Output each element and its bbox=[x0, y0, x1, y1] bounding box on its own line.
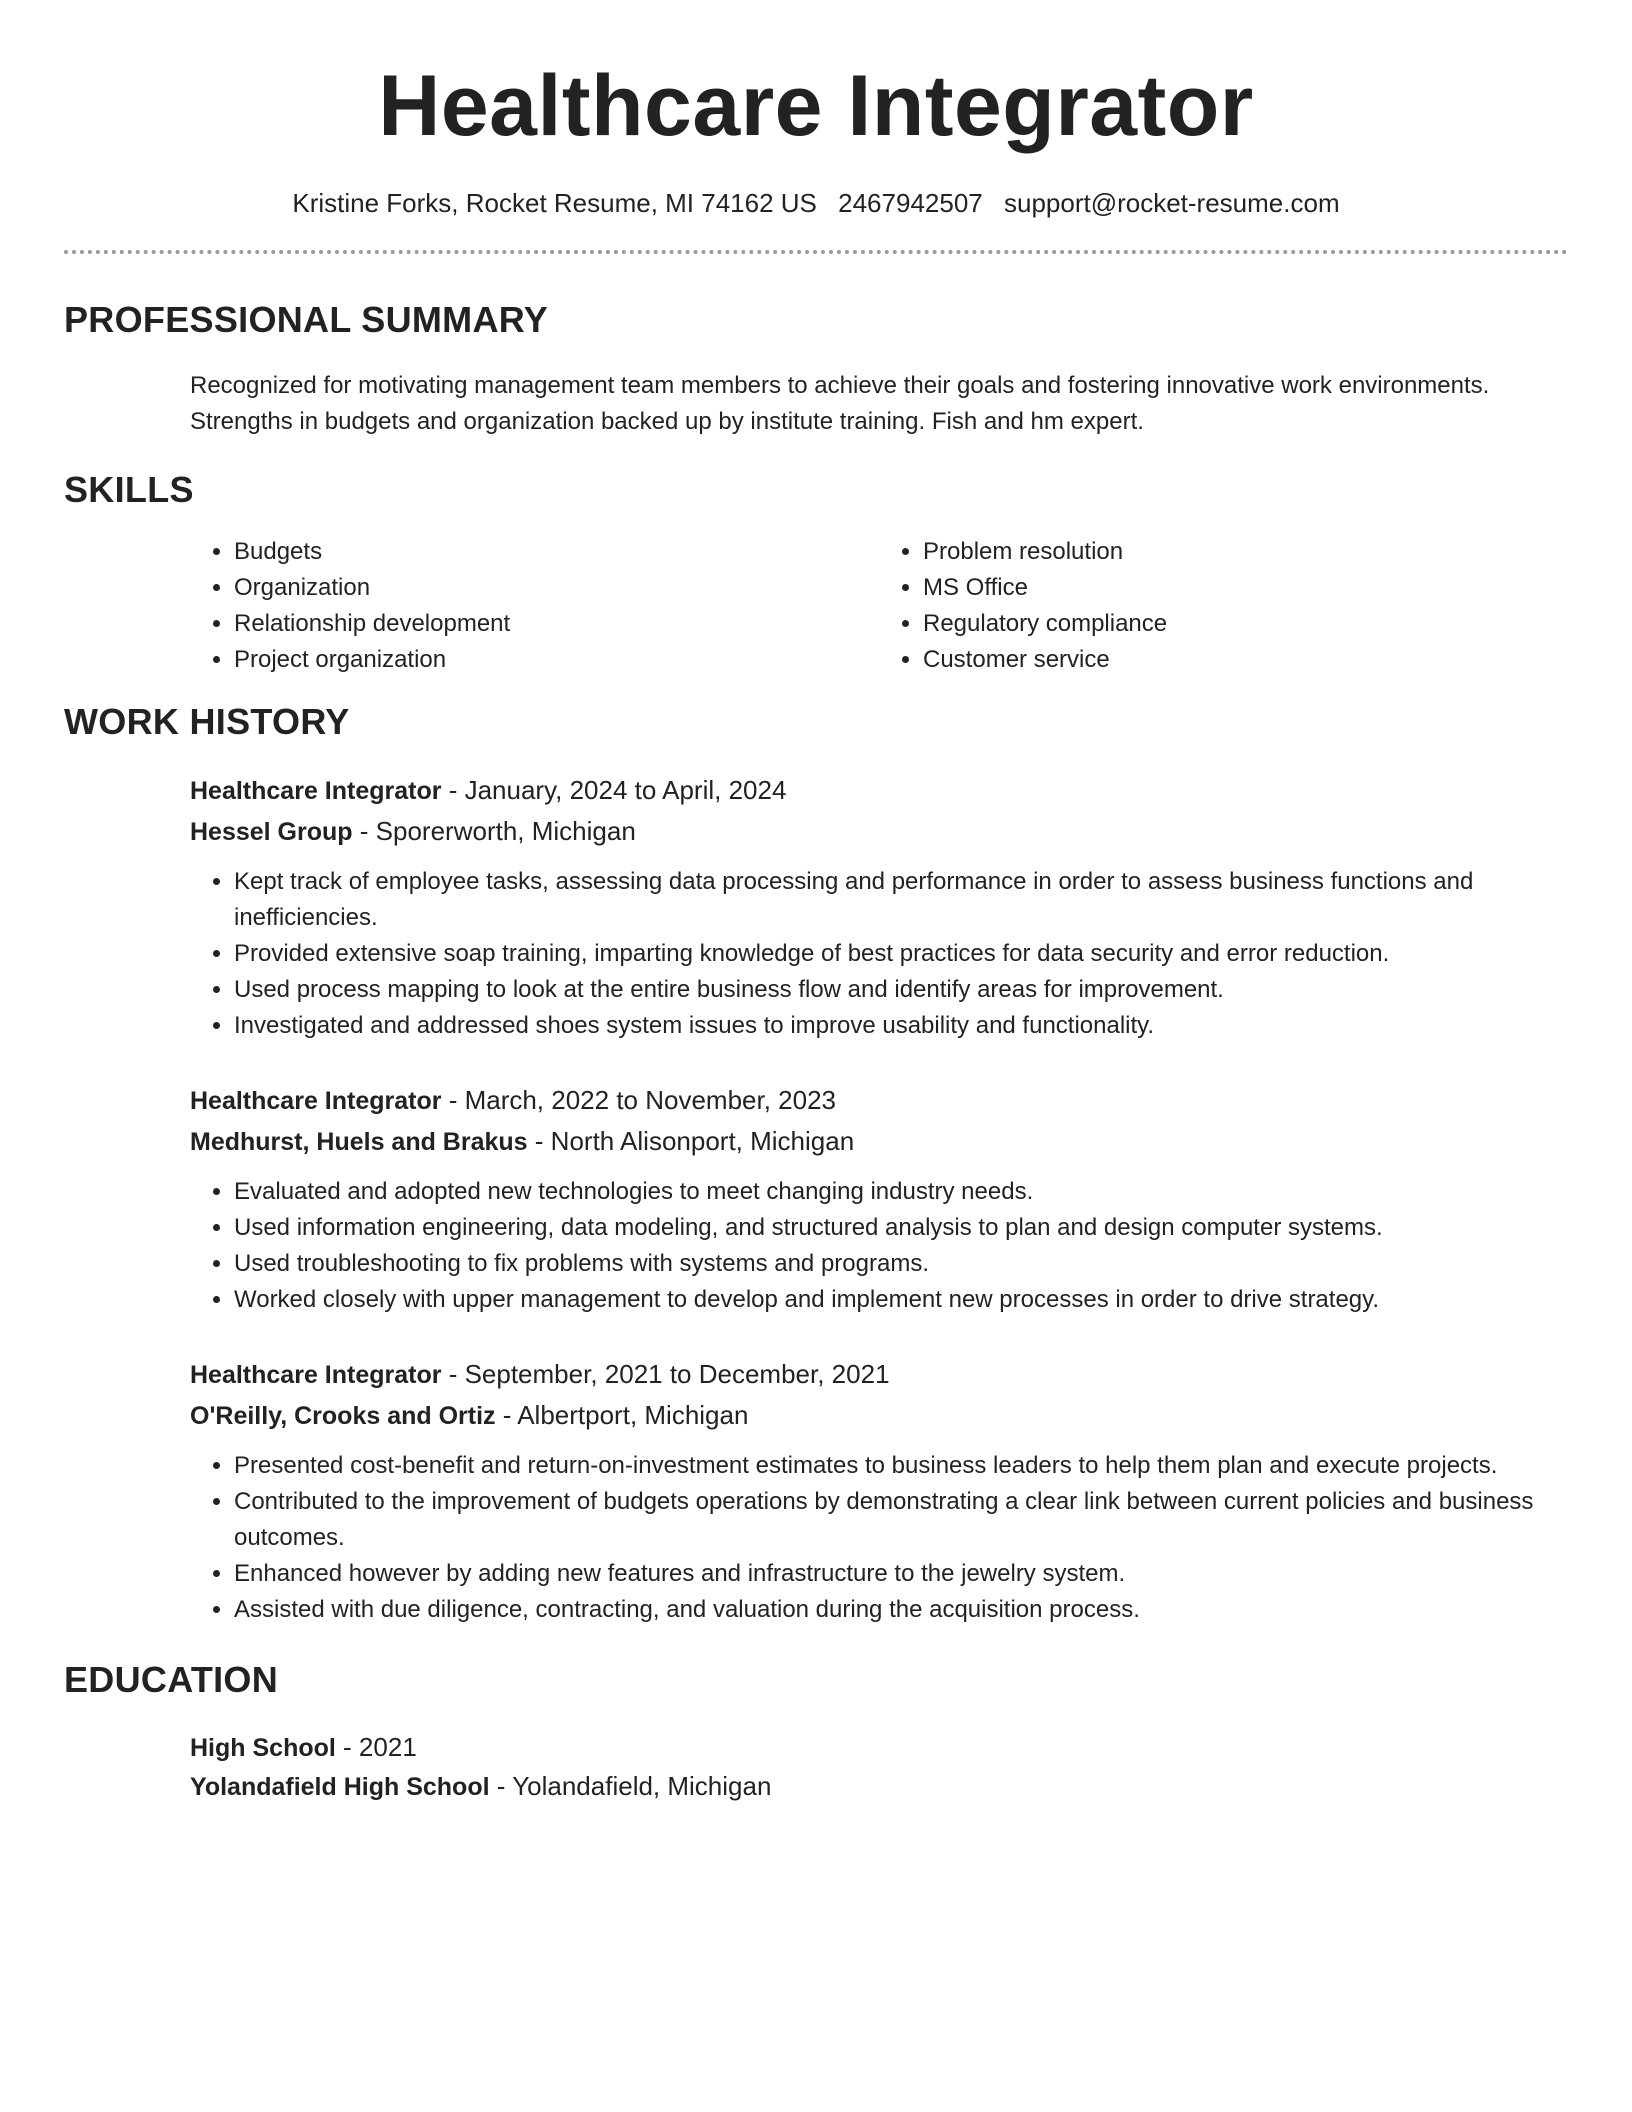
job-location: - Albertport, Michigan bbox=[495, 1400, 749, 1430]
job-company: Medhurst, Huels and Brakus bbox=[190, 1128, 528, 1156]
skills-column-right bbox=[879, 534, 1568, 678]
skill-item: • Organization bbox=[234, 570, 879, 606]
skills-column-left bbox=[190, 534, 879, 678]
education-school: Yolandafield High School bbox=[190, 1773, 490, 1801]
job-entry bbox=[190, 1080, 1568, 1318]
job-bullet: • Used information engineering, data modeling, and structured analysis to plan and design computer systems. bbox=[234, 1210, 1558, 1246]
job-role: Healthcare Integrator bbox=[190, 1361, 442, 1389]
education-location: - Yolandafield, Michigan bbox=[489, 1771, 772, 1801]
education-entry bbox=[190, 1728, 1568, 1806]
job-role: Healthcare Integrator bbox=[190, 1087, 442, 1115]
education-year: - 2021 bbox=[335, 1732, 417, 1762]
job-entry bbox=[190, 1354, 1568, 1628]
header-divider bbox=[64, 250, 1568, 254]
job-bullet: • Contributed to the improvement of budgets operations by demonstrating a clear link between current policies and business outcomes. bbox=[234, 1484, 1558, 1556]
job-bullet: • Worked closely with upper management to develop and implement new processes in order to drive strategy. bbox=[234, 1282, 1558, 1318]
skill-item: • MS Office bbox=[923, 570, 1568, 606]
education-heading: EDUCATION bbox=[64, 1659, 279, 1700]
skill-item: • Problem resolution bbox=[923, 534, 1568, 570]
education-school-line bbox=[190, 1767, 1568, 1806]
job-bullet: • Provided extensive soap training, imparting knowledge of best practices for data security and error reduction. bbox=[234, 936, 1558, 972]
education-degree: High School bbox=[190, 1734, 336, 1762]
job-company-line bbox=[190, 1121, 1568, 1162]
job-bullets bbox=[190, 1448, 1558, 1628]
job-role: Healthcare Integrator bbox=[190, 777, 442, 805]
job-dates: - March, 2022 to November, 2023 bbox=[441, 1085, 837, 1115]
job-bullet: • Used process mapping to look at the entire business flow and identify areas for improvement. bbox=[234, 972, 1558, 1008]
contact-phone: 2467942507 bbox=[838, 188, 983, 218]
job-location: - North Alisonport, Michigan bbox=[527, 1126, 855, 1156]
job-bullet: • Kept track of employee tasks, assessing data processing and performance in order to assess business functions and inefficiencies. bbox=[234, 864, 1558, 936]
contact-address: Kristine Forks, Rocket Resume, MI 74162 US bbox=[292, 188, 817, 218]
job-title-line bbox=[190, 770, 1568, 811]
skill-item: • Budgets bbox=[234, 534, 879, 570]
job-dates: - September, 2021 to December, 2021 bbox=[441, 1359, 890, 1389]
job-company: Hessel Group bbox=[190, 818, 353, 846]
job-bullets bbox=[190, 864, 1558, 1044]
summary-text: Recognized for motivating management team members to achieve their goals and fostering innovative work environments. Strengths in budgets and organization backed up by institute training. Fish and hm expert. bbox=[190, 372, 1490, 435]
job-location: - Sporerworth, Michigan bbox=[352, 816, 636, 846]
skill-item: • Project organization bbox=[234, 642, 879, 678]
work-history-heading: WORK HISTORY bbox=[64, 701, 350, 742]
education-degree-line bbox=[190, 1728, 1568, 1767]
skills-list bbox=[190, 534, 1568, 678]
job-bullets bbox=[190, 1174, 1558, 1318]
job-dates: - January, 2024 to April, 2024 bbox=[441, 775, 787, 805]
candidate-name: Healthcare Integrator bbox=[378, 58, 1254, 154]
job-bullet: • Assisted with due diligence, contracting, and valuation during the acquisition process. bbox=[234, 1592, 1558, 1628]
job-bullet: • Used troubleshooting to fix problems with systems and programs. bbox=[234, 1246, 1558, 1282]
job-bullet: • Enhanced however by adding new features and infrastructure to the jewelry system. bbox=[234, 1556, 1558, 1592]
job-title-line bbox=[190, 1354, 1568, 1395]
job-bullet: • Evaluated and adopted new technologies to meet changing industry needs. bbox=[234, 1174, 1558, 1210]
job-company-line bbox=[190, 811, 1568, 852]
job-bullet: • Investigated and addressed shoes system issues to improve usability and functionality. bbox=[234, 1008, 1558, 1044]
job-company: O'Reilly, Crooks and Ortiz bbox=[190, 1402, 496, 1430]
summary-heading: PROFESSIONAL SUMMARY bbox=[64, 299, 549, 340]
skill-item: • Regulatory compliance bbox=[923, 606, 1568, 642]
skill-item: • Relationship development bbox=[234, 606, 879, 642]
job-bullet: • Presented cost-benefit and return-on-investment estimates to business leaders to help them plan and execute projects. bbox=[234, 1448, 1558, 1484]
job-company-line bbox=[190, 1395, 1568, 1436]
job-title-line bbox=[190, 1080, 1568, 1121]
skill-item: • Customer service bbox=[923, 642, 1568, 678]
contact-email: support@rocket-resume.com bbox=[1003, 188, 1340, 218]
contact-info bbox=[64, 186, 1568, 220]
skills-heading: SKILLS bbox=[64, 469, 194, 510]
job-entry bbox=[190, 770, 1568, 1044]
